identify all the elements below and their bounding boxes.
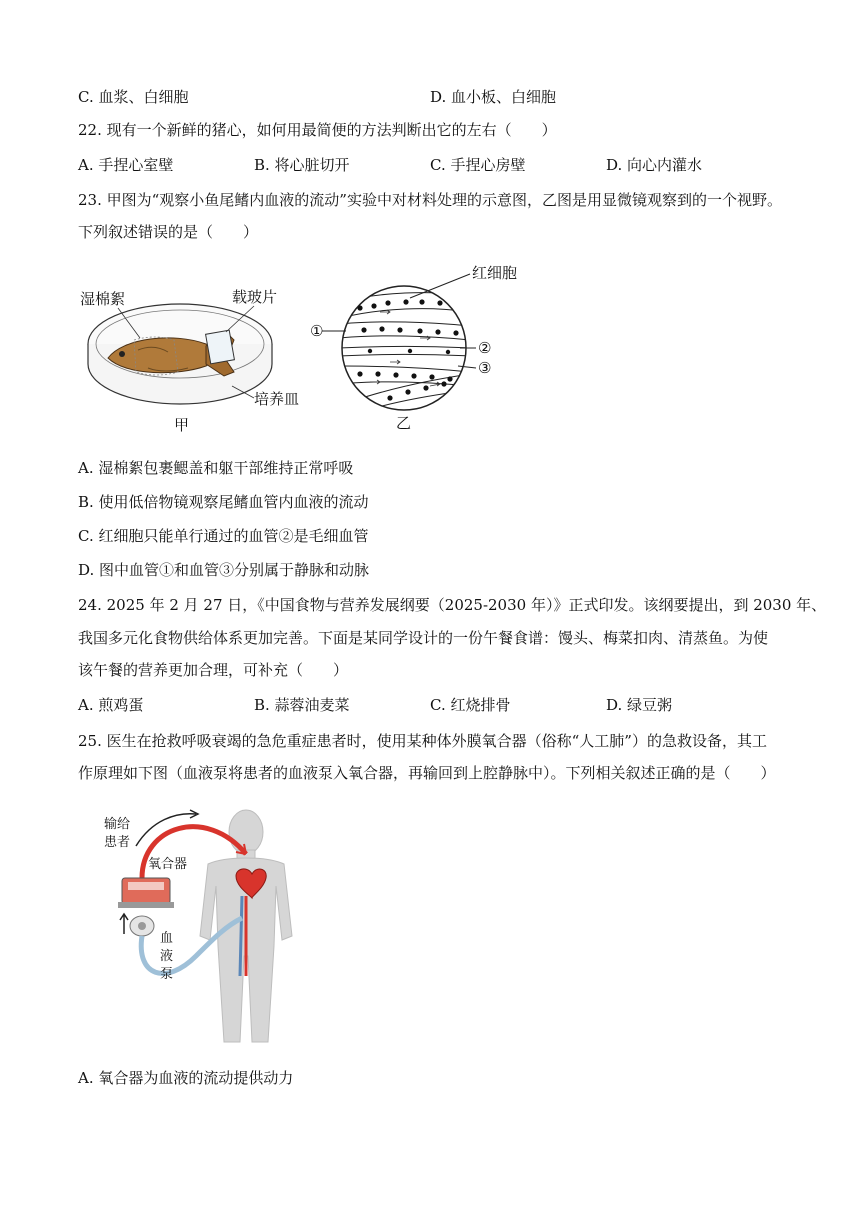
q25-stem-line1: 25. 医生在抢救呼吸衰竭的急危重症患者时，使用某种体外膜氧合器（俗称“人工肺”）的急救设备，其工 <box>78 732 767 750</box>
q22-option-a: A. 手捏心室壁 <box>78 156 174 174</box>
label-oxygenator: 氧合器 <box>148 857 188 872</box>
label-petri-dish: 培养皿 <box>254 390 300 408</box>
glass-slide <box>206 330 235 364</box>
q22-stem: 22. 现有一个新鲜的猪心，如何用最简便的方法判断出它的左右（ ） <box>78 121 557 139</box>
q23-option-a: A. 湿棉絮包裹鳃盖和躯干部维持正常呼吸 <box>78 459 354 477</box>
label-red-blood-cell: 红细胞 <box>472 264 518 282</box>
label-jia: 甲 <box>174 416 190 434</box>
label-slide: 载玻片 <box>232 288 278 306</box>
label-pump-3: 泵 <box>160 967 174 982</box>
q24-stem-line3: 该午餐的营养更加合理，可补充（ ） <box>78 661 349 679</box>
q25-stem-line2: 作原理如下图（血液泵将患者的血液泵入氧合器，再输回到上腔静脉中）。下列相关叙述正确的是（ ） <box>78 764 776 782</box>
marker-vessel-1: ① <box>310 322 324 340</box>
label-to-patient-2: 患者 <box>104 835 131 850</box>
q22-option-d: D. 向心内灌水 <box>606 156 703 174</box>
q24-stem-line2: 我国多元化食物供给体系更加完善。下面是某同学设计的一份午餐食谱：馒头、梅菜扣肉、清蒸鱼。为使 <box>78 629 769 647</box>
figure-yi <box>310 262 530 432</box>
label-pump-1: 血 <box>160 931 174 946</box>
q21-option-d: D. 血小板、白细胞 <box>430 88 557 106</box>
q23-stem-line1: 23. 甲图为“观察小鱼尾鳍内血液的流动”实验中对材料处理的示意图，乙图是用显微镜观察到的一个视野。 <box>78 191 782 209</box>
label-yi: 乙 <box>396 414 412 432</box>
q23-option-b: B. 使用低倍物镜观察尾鳍血管内血液的流动 <box>78 493 369 511</box>
label-to-patient-1: 输给 <box>104 817 131 832</box>
q24-option-c: C. 红烧排骨 <box>430 696 511 714</box>
q25-option-a: A. 氧合器为血液的流动提供动力 <box>78 1069 294 1087</box>
q24-option-a: A. 煎鸡蛋 <box>78 696 144 714</box>
q24-option-b: B. 蒜蓉油麦菜 <box>254 696 350 714</box>
figure-jia <box>78 280 338 440</box>
oxygenator-icon <box>118 878 174 908</box>
marker-vessel-3: ③ <box>478 359 492 377</box>
q23-option-c: C. 红细胞只能单行通过的血管②是毛细血管 <box>78 527 369 545</box>
q24-option-d: D. 绿豆粥 <box>606 696 673 714</box>
microscope-field <box>342 286 466 410</box>
q21-option-c: C. 血浆、白细胞 <box>78 88 189 106</box>
ecmo-figure <box>96 806 316 1056</box>
label-wet-cotton: 湿棉絮 <box>80 290 126 308</box>
blood-pump-icon <box>130 916 154 936</box>
q22-option-c: C. 手捏心房壁 <box>430 156 526 174</box>
q23-stem-line2: 下列叙述错误的是（ ） <box>78 223 259 241</box>
marker-vessel-2: ② <box>478 339 492 357</box>
label-pump-2: 液 <box>160 949 174 964</box>
q24-stem-line1: 24. 2025 年 2 月 27 日，《中国食物与营养发展纲要（2025-2030 年）》正式印发。该纲要提出，到 2030 年、 <box>78 596 827 614</box>
q23-option-d: D. 图中血管①和血管③分别属于静脉和动脉 <box>78 561 370 579</box>
q22-option-b: B. 将心脏切开 <box>254 156 350 174</box>
